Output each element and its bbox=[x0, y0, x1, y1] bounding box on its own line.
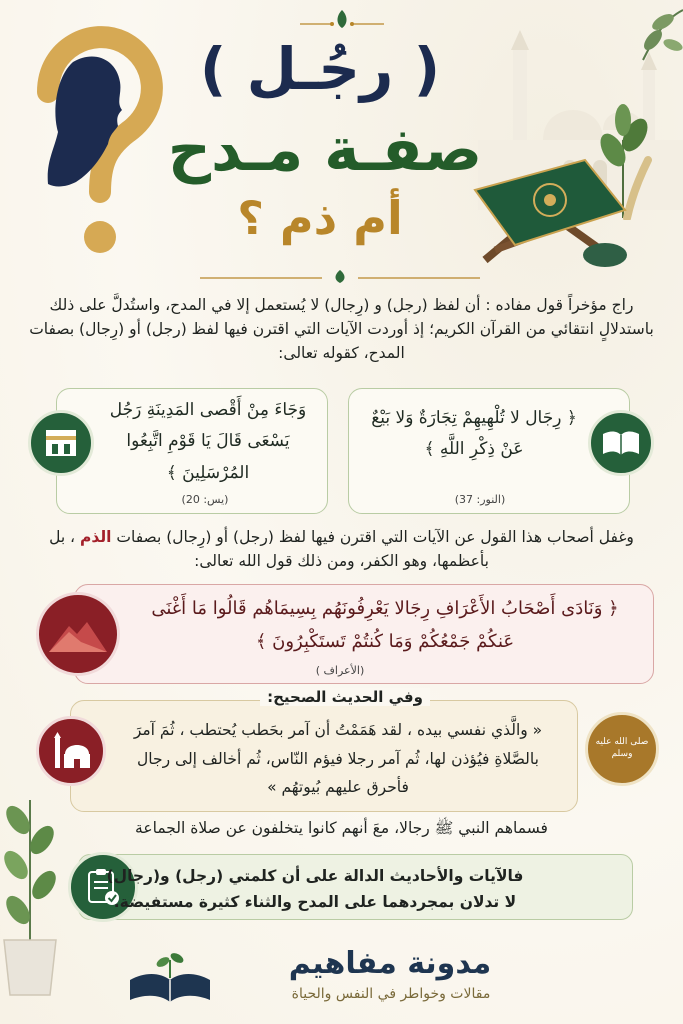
intro-paragraph: راج مؤخراً قول مفاده : أن لفظ (رجل) و (رِجال) لا يُستعمل إلا في المدح، واستُدلَّ على ذلك باستدلالٍ انتقائي من القرآن الكريم؛ إذ أوردت الآيات التي اقترن فيها لفظ (رجل) أو (رِجال) بصفات المدح، كقوله تعالى: bbox=[29, 296, 654, 363]
title-line-blame: أم ذم ؟ bbox=[237, 191, 403, 245]
verse-yasin-text: وَجَاءَ مِنْ أَقْصى المَدِينَةِ رَجُل يَسْعَى قَالَ يَا قَوْمِ اتَّبِعُوا المُرْسَلِينَ ﴾ bbox=[109, 400, 307, 483]
verse-yasin-reference: (يس: 20) bbox=[181, 493, 229, 506]
middle-text-part2: ، بل بأعظمها، وهو الكفر، ومن ذلك قول الله تعالى: bbox=[49, 528, 489, 571]
blame-word: الذم bbox=[80, 528, 112, 546]
title-line-man: ( رجُـل ) bbox=[199, 35, 441, 103]
title-line-praise: صفـة مـدح bbox=[167, 115, 483, 185]
question-mark-silhouette-icon bbox=[18, 22, 168, 262]
title-divider bbox=[200, 268, 480, 284]
kaaba-icon bbox=[28, 410, 94, 476]
brand-tagline: مقالات وخواطر في النفس والحياة bbox=[291, 986, 491, 1002]
open-book-icon bbox=[588, 410, 654, 476]
verse-nur-text: ﴿ رِجَال لا تُلْهِيهِمْ تِجَارَةٌ وَلا بَيْعٌ عَنْ ذِكْرِ اللَّهِ ﴾ bbox=[371, 408, 577, 460]
verse-nur-reference: (النور: 37) bbox=[454, 493, 506, 506]
middle-paragraph bbox=[28, 525, 655, 573]
verse-araf-reference: (الأعراف ) bbox=[315, 664, 365, 677]
calligraphy-seal-icon bbox=[585, 712, 659, 786]
mountain-icon bbox=[36, 592, 120, 676]
book-sprout-icon bbox=[120, 950, 220, 1010]
brand-name: مدونة مفاهيم bbox=[288, 946, 492, 981]
hadith-heading: وفي الحديث الصحيح: bbox=[260, 688, 430, 706]
quran-on-stand-icon bbox=[465, 150, 635, 270]
verse-araf-text: ﴿ وَنَادَى أَصْحَابُ الأَعْرَافِ رِجَالا يَعْرِفُونَهُم بِسِيمَاهُم قَالُوا مَا أَغْنَى عَنكُمْ جَمْعُكُمْ وَمَا كُنتُمْ تَستَكْبِرُونَ ﴾ bbox=[151, 598, 619, 653]
seal-text: صلى الله عليه وسلم bbox=[595, 737, 649, 759]
conclusion-text: فالآيات والأحاديث الدالة على أن كلمتي (رجل) و(رجال) لا تدلان بمجردهما على المدح والثناء كثيرة مستفيضة. bbox=[106, 867, 524, 911]
leaf-ornament-icon bbox=[300, 6, 384, 32]
hadith-text: « والَّذي نفسي بيده ، لقد هَمَمْتُ أن آمر بحَطب يُحتطب ، ثُمَ آمرَ بالصَّلاةِ فيُؤذن لها، ثُم آمر رجلا فيؤم النّاس، ثُم أخالف إلى رجال فأحرق عليهم بُيوتهُم » bbox=[133, 721, 543, 797]
middle-text-part1: وغفل أصحاب هذا القول عن الآيات التي اقترن فيها لفظ (رجل) أو (رِجال) بصفات bbox=[116, 528, 634, 546]
summary-line: فسماهم النبي ﷺ رجالا، معَ أنهم كانوا يتخلفون عن صلاة الجماعة bbox=[135, 819, 548, 837]
